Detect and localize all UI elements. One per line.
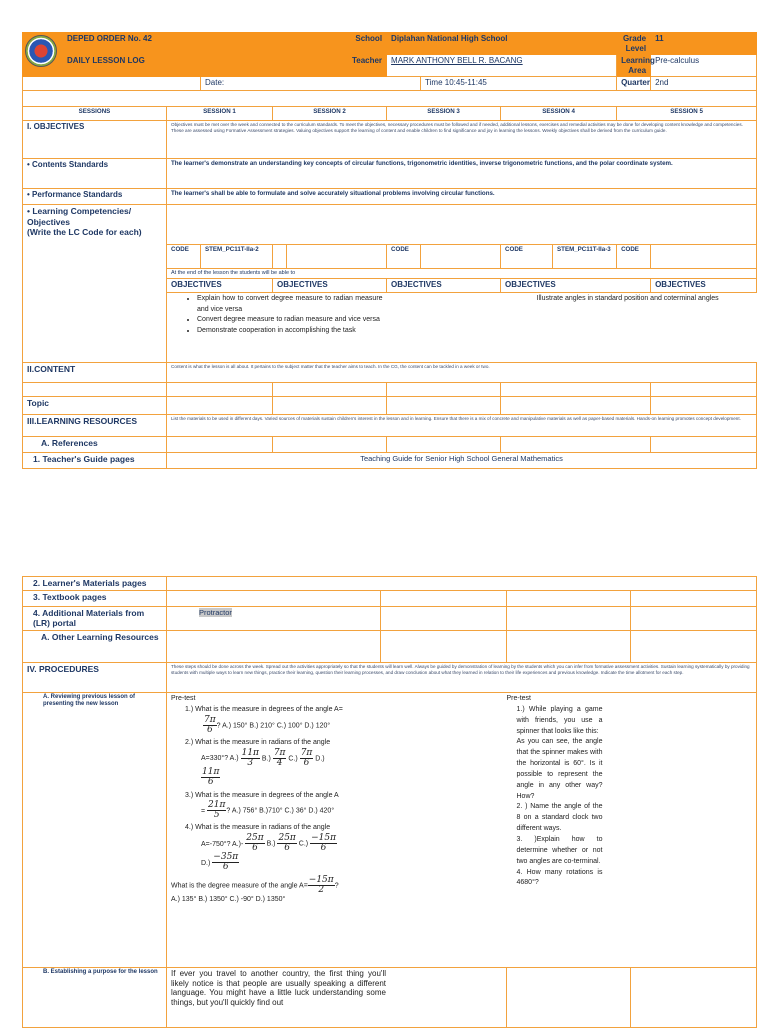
question-1: 1.) What is the measure in degrees of the angle A= $\frac{7\pi}{6}$ ? A.) 150° B.) 210° C.) 100° D.) 120°: [185, 705, 343, 735]
session-3-label: SESSION 3: [387, 107, 501, 121]
code-value-1: STEM_PC11T-IIa-2: [201, 245, 273, 269]
s4-item: 2. ) Name the angle of the 8 on a standard clock two different ways.: [516, 803, 603, 833]
question-5: What is the degree measure of the angle A= $\frac{-15\pi}{2}$ ? A.) 135° B.) 1350° C.) -90° D.) 1350°: [171, 875, 339, 904]
additional-materials-label: 4. Additional Materials from (LR) portal: [23, 607, 167, 631]
resources-note: List the materials to be used in different days. Varied sources of materials sustain children's interest in the lesson and in learning. Ensure that there is a mix of concrete and manipulative materials as well as paper-based materials. Hands-on learning promotes concept development.: [167, 415, 757, 437]
content-standards-text: The learner's demonstrate an understanding key concepts of circular functions, trigonometric identities, inverse trigonometric functions, and the polar coordinate system.: [167, 159, 757, 189]
topic-label: Topic: [23, 397, 167, 415]
purpose-text: If ever you travel to another country, the first thing you'll likely notice is that people are usually speaking a different language. You might have a little luck understanding some things, but you'll quickly find out: [167, 968, 507, 1028]
textbook-label: 3. Textbook pages: [23, 591, 167, 607]
content-standards-label: Contents Standards: [32, 160, 109, 170]
grade-value: 11: [651, 33, 757, 55]
review-lesson-label: A. Reviewing previous lesson of presenting the new lesson: [23, 693, 167, 968]
quarter-label: Quarter: [617, 77, 651, 91]
objective-item: • Convert degree measure to radian measure and vice versa: [197, 315, 383, 326]
question-3: 3.) What is the measure in degrees of the angle A = $\frac{21\pi}{5}$ ? A.) 756° B.)710° C.) 36° D.) 420°: [185, 791, 339, 821]
school-label: School: [355, 34, 383, 43]
grade-label: Grade Level: [617, 33, 651, 55]
objective-item: • Demonstrate cooperation in accomplishing the task: [197, 326, 383, 337]
objectives-col-3: OBJECTIVES: [387, 279, 501, 293]
end-of-lesson-text: At the end of the lesson the students will be able to: [167, 269, 757, 279]
resources-title: III.LEARNING RESOURCES: [23, 415, 167, 437]
procedures-title: IV. PROCEDURES: [23, 663, 167, 693]
sessions-label: SESSIONS: [23, 107, 167, 121]
procedures-note: These steps should be done across the week. Spread out the activities appropriately so that the students will learn well. Always be guided by demonstration of learning by the students which you can infer from formative assessment activities. Sustain learning systematically by providing students with multiple ways to learn new things, practice their learning, question their learning processes, and draw conclusion about what they learned in relation to their life experiences and previous knowledge. Indicate the time allotment for each step.: [167, 663, 757, 693]
objectives-note: Objectives must be met over the week and connected to the curriculum standards. To meet the objectives, necessary procedures must be followed and if needed, additional lessons, exercises and remedial activities may be done for developing content knowledge and competencies. These are assessed using Formative Assessment strategies. Valuing objectives support the learning of content and enable children to find significance and joy in learning the lessons. Weekly objectives shall be derived from the curriculum guide.: [167, 121, 757, 159]
session-1-objectives-list: [171, 294, 383, 336]
deped-order: DEPED ORDER No. 42: [23, 33, 273, 55]
objectives-col-5: OBJECTIVES: [651, 279, 757, 293]
session-5-label: SESSION 5: [617, 107, 757, 121]
lesson-log-page-2: [22, 576, 757, 1028]
deped-seal-icon: [25, 35, 57, 67]
time-label: Time 10:45-11:45: [421, 77, 617, 91]
teacher-label: Teacher: [273, 55, 387, 77]
session-1-label: SESSION 1: [167, 107, 273, 121]
code-label-5: CODE: [617, 245, 651, 269]
session-4-objective: Illustrate angles in standard position and coterminal angles: [536, 295, 719, 303]
question-4: 4.) What is the measure in radians of the angle A=-750°? A.)- $\frac{25\pi}{6}$ B.) $\frac{25\pi}{6}$ C.) $\frac{-15\pi}{6}$ D.) $\frac{-35\pi}{6}$: [185, 824, 336, 873]
code-value-4: STEM_PC11T-IIa-3: [553, 245, 617, 269]
school-value: Diplahan National High School: [387, 33, 617, 55]
s4-item: 3. )Explain how to determine whether or not two angles are co-terminal.: [516, 835, 603, 865]
s4-item: As you can see, the angle that the spinner makes with the horizontal is 60°. Is it possible to represent the angle in any other way? How?: [516, 738, 603, 800]
learning-competencies-label: Learning Competencies/ Objectives: [27, 206, 132, 227]
teachers-guide-label: 1. Teacher's Guide pages: [23, 453, 167, 469]
area-label: Learning Area: [617, 55, 651, 77]
objectives-col-1: OBJECTIVES: [167, 279, 273, 293]
quarter-value: 2nd: [651, 77, 757, 91]
code-label-4: CODE: [501, 245, 553, 269]
log-title: DAILY LESSON LOG: [23, 55, 273, 77]
content-note: Content is what the lesson is all about. It pertains to the subject matter that the teacher aims to teach. In the CG, the content can be tackled in a week or two.: [167, 363, 757, 383]
purpose-label: B. Establishing a purpose for the lesson: [23, 968, 167, 1028]
other-resources-label: A. Other Learning Resources: [23, 631, 167, 663]
s4-item: 1.) While playing a game with friends, you use a spinner that looks like this:: [516, 705, 603, 735]
lesson-log-page-1: DEPED ORDER No. 42 School Diplahan National High School Grade Level 11 DAILY LESSON LOG Teacher MARK ANTHONY BELL R. BACANG Learning Area Pre-calculus Date: Time 10:45-11:45 Quarter 2nd SESSIONS SESSION 1 SESSION 2 SESSION 3 SESSION 4 SESSION 5 I. OBJECTIVES Objectives must be met over the week and connected to the curriculum standards. To meet the objectives, necessary procedures must be followed and if needed, additional lessons, exercises and remedial activities may be done for developing content knowledge and competencies. These are assessed using Formative Assessment strategies. Valuing objectives support the learning of content and enable children to find significance and joy in learning the lessons. Weekly objectives shall be derived from the curriculum guide. • Contents Standards The learner's demonstrate an understanding key concepts of circular functions, trigonometric identities, inverse trigonometric functions, and the polar coordinate system. • Performance Standards The learner's shall be able to formulate and solve accurately situational problems involving circular functions. • Learning Competencies/ Objectives (Write the LC Code for each) CODE STEM_PC11T-IIa-2 CODE CODE STEM_PC11T-IIa-3 CODE At the end of the lesson the students will be able to OBJECTIVES OBJECTIVES OBJECTIVES OBJECTIVES OBJECTIVES • Explain how to convert degree measure to radian measure and vice versa • Convert degree measure to radian measure and vice versa • Demonstrate cooperation in accomplishing the task Illustrate angles in standard position and coterminal angles II.CONTENT Content is what the lesson is all about. It pertains to the subject matter that the teacher aims to teach. In the CG, the content can be tackled in a week or two. Topic III.LEARNING RESOURCES List the materials to be used in different days. Varied sources of materials sustain children's interest in the lesson and in learning. Ensure that there is a mix of concrete and manipulative materials as well as paper-based materials. Hands-on learning promotes concept development. A. References 1. Teacher's Guide pages Teaching Guide for Senior High School General Mathematics: [22, 32, 757, 469]
objectives-col-4: OBJECTIVES: [501, 279, 651, 293]
teachers-guide-value: Teaching Guide for Senior High School General Mathematics: [167, 453, 757, 469]
session-2-label: SESSION 2: [273, 107, 387, 121]
session-1-pretest: [171, 694, 503, 906]
lc-code-label: (Write the LC Code for each): [27, 226, 142, 237]
area-value: Pre-calculus: [651, 55, 757, 77]
objectives-title: I. OBJECTIVES: [23, 121, 167, 159]
session-4-label: SESSION 4: [501, 107, 617, 121]
performance-standards-label: Performance Standards: [32, 190, 123, 200]
content-title: II.CONTENT: [23, 363, 167, 383]
references-label: A. References: [23, 437, 167, 453]
performance-standards-text: The learner's shall be able to formulate and solve accurately situational problems involving circular functions.: [167, 189, 757, 205]
learners-materials-label: 2. Learner's Materials pages: [23, 577, 167, 591]
pretest-label: Pre-test: [506, 695, 532, 702]
code-label-3: CODE: [387, 245, 421, 269]
objectives-col-2: OBJECTIVES: [273, 279, 387, 293]
code-label-1: CODE: [167, 245, 201, 269]
objective-item: • Explain how to convert degree measure to radian measure and vice versa: [197, 294, 383, 315]
protractor-text: Protractor: [199, 608, 232, 617]
teacher-value: MARK ANTHONY BELL R. BACANG: [387, 55, 617, 77]
question-2: 2.) What is the measure in radians of the angle A=330°? A.) $\frac{11\pi}{3}$ B.) $\frac{7\pi}{4}$ C.) $\frac{7\pi}{6}$ D.) $\frac{11\pi}{6}$: [185, 738, 331, 787]
session-4-pretest: [507, 694, 603, 889]
s4-item: 4. How many rotations is 4680°?: [516, 868, 603, 887]
date-label: Date:: [201, 77, 421, 91]
pretest-label: Pre-test: [171, 695, 196, 702]
